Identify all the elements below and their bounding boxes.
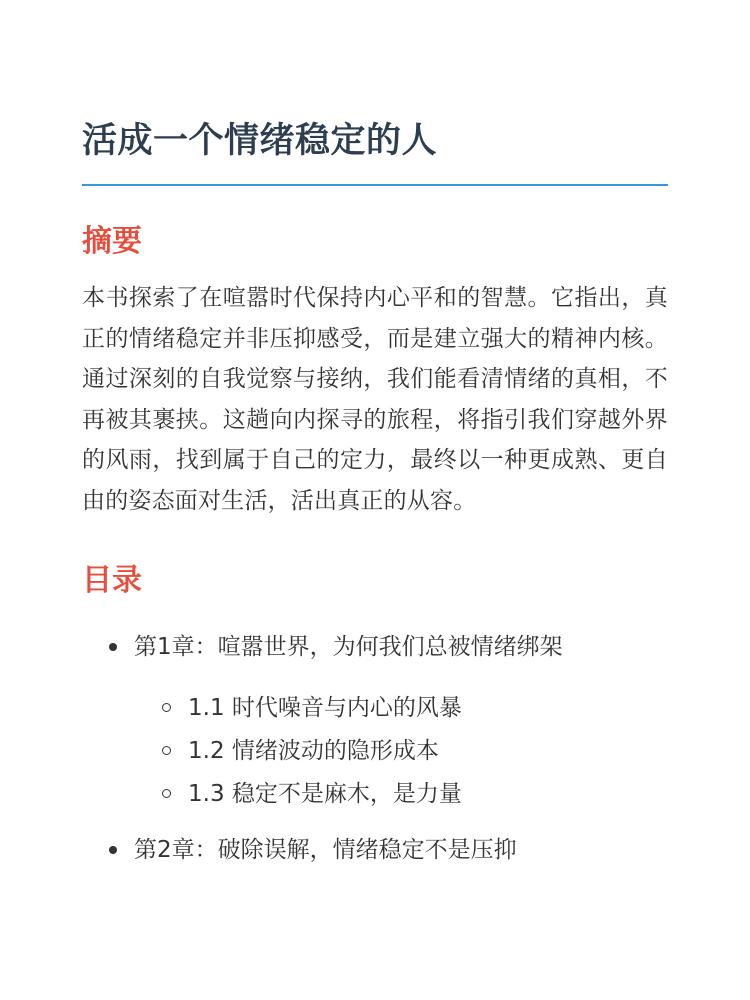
bullet-disc-icon xyxy=(109,643,117,651)
bullet-disc-icon xyxy=(109,846,117,854)
bullet-circle-icon xyxy=(162,789,171,798)
section-label: 1.3 稳定不是麻木，是力量 xyxy=(188,781,462,807)
table-of-contents xyxy=(82,627,668,870)
abstract-heading: 摘要 xyxy=(82,224,142,259)
toc-section-1-1 xyxy=(134,687,668,730)
chapter-label: 第2章：破除误解，情绪稳定不是压抑 xyxy=(134,837,517,863)
section-label: 1.1 时代噪音与内心的风暴 xyxy=(188,695,462,721)
title-divider xyxy=(82,184,668,186)
toc-chapter-1 xyxy=(82,627,668,816)
chapter-label: 第1章：喧嚣世界，为何我们总被情绪绑架 xyxy=(134,634,563,660)
section-label: 1.2 情绪波动的隐形成本 xyxy=(188,738,439,764)
toc-heading: 目录 xyxy=(82,563,142,598)
toc-section-1-2 xyxy=(134,730,668,773)
chapter-1-sections xyxy=(134,687,668,816)
page-title: 活成一个情绪稳定的人 xyxy=(82,121,438,161)
bullet-circle-icon xyxy=(162,703,171,712)
toc-chapter-2 xyxy=(82,830,668,870)
toc-section-1-3 xyxy=(134,773,668,816)
abstract-paragraph: 本书探索了在喧嚣时代保持内心平和的智慧。它指出，真正的情绪稳定并非压抑感受，而是建立强大的精神内核。通过深刻的自我觉察与接纳，我们能看清情绪的真相，不再被其裹挟。这趟向内探寻的旅程，将指引我们穿越外界的风雨，找到属于自己的定力，最终以一种更成熟、更自由的姿态面对生活，活出真正的从容。 xyxy=(82,285,668,514)
bullet-circle-icon xyxy=(162,746,171,755)
